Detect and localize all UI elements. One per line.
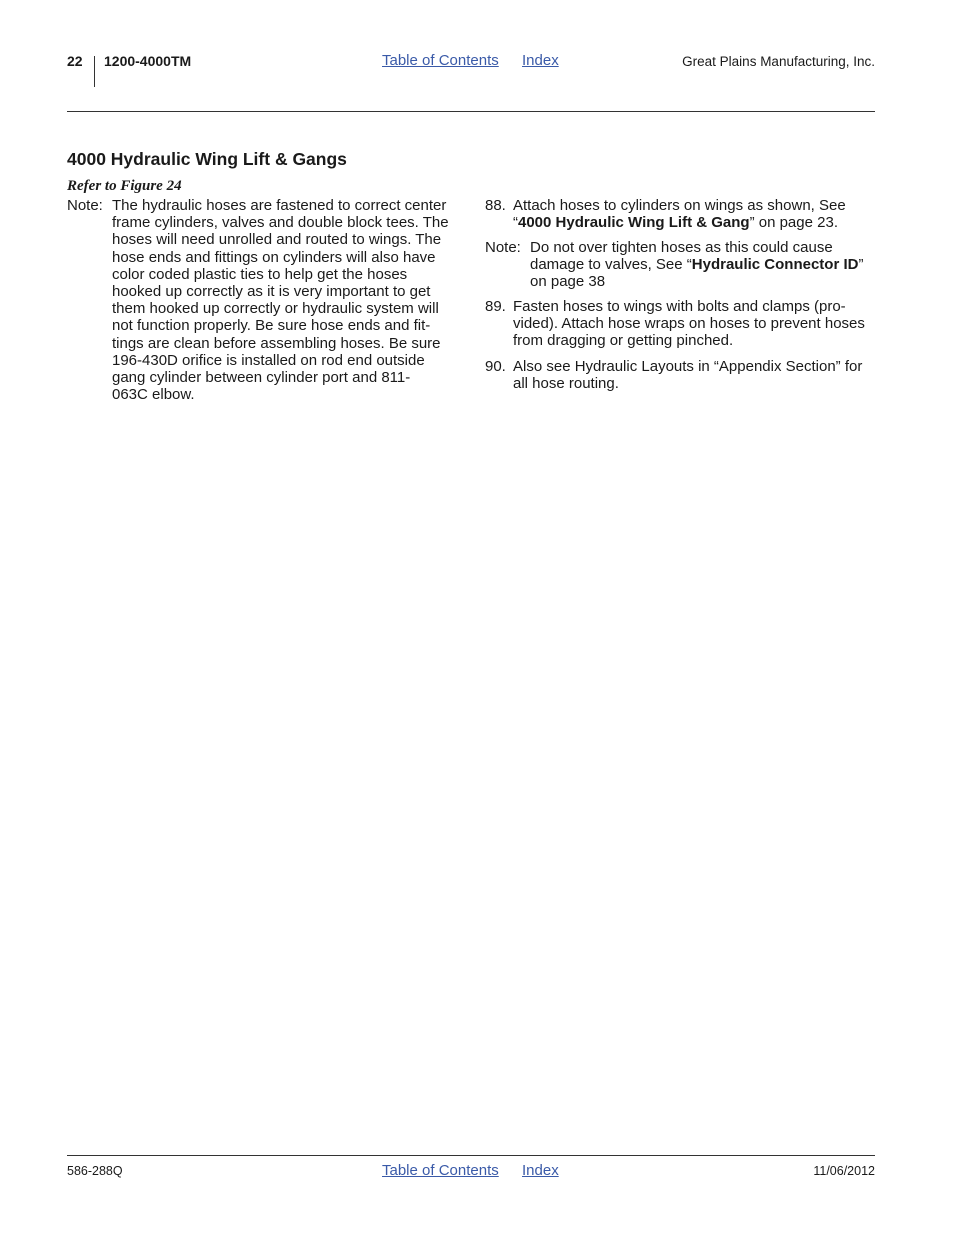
- note-line: gang cylinder between cylinder port and 811-: [112, 369, 411, 387]
- note-line: frame cylinders, valves and double block tees. The: [112, 214, 449, 232]
- note-line: color coded plastic ties to help get the hoses: [112, 265, 408, 283]
- step-reference: 4000 Hydraulic Wing Lift & Gang: [518, 214, 750, 232]
- step-body: [513, 358, 862, 392]
- step-line: Fasten hoses to wings with bolts and clamps (pro-: [513, 298, 846, 315]
- doc-model: 1200-4000TM: [104, 53, 192, 69]
- note-line: hose ends and fittings on cylinders will also have: [112, 248, 436, 266]
- note-line: not function properly. Be sure hose ends and fit-: [112, 317, 431, 335]
- toc-link-footer[interactable]: Table of Contents: [382, 1162, 499, 1179]
- company-name: Great Plains Manufacturing, Inc.: [682, 54, 875, 69]
- note-line: [530, 256, 863, 273]
- note-body: [112, 197, 449, 403]
- note-line: The hydraulic hoses are fastened to correct center: [112, 197, 447, 214]
- note-reference: Hydraulic Connector ID: [691, 256, 859, 274]
- step-line: Also see Hydraulic Layouts in “Appendix Section” for: [513, 358, 863, 375]
- note-label: Note:: [67, 197, 103, 214]
- note-line: 063C elbow.: [112, 386, 195, 404]
- note-line: 196-430D orifice is installed on rod end outside: [112, 351, 425, 369]
- step-page-ref: ” on page 23.: [749, 214, 838, 232]
- note-line: Do not over tighten hoses as this could cause: [530, 239, 833, 256]
- toc-link-header[interactable]: Table of Contents: [382, 52, 499, 69]
- footer-date: 11/06/2012: [813, 1164, 875, 1178]
- quote-close: ”: [858, 256, 864, 274]
- footer-rule: [67, 1155, 875, 1156]
- step-body: [513, 298, 865, 350]
- note-body: [530, 239, 863, 291]
- step-number: 90.: [485, 358, 506, 375]
- header-divider: [94, 56, 95, 87]
- note-line: hoses will need unrolled and routed to wings. The: [112, 231, 442, 249]
- note-line: them hooked up correctly or hydraulic system will: [112, 300, 439, 318]
- refer-to-figure: Refer to Figure 24: [67, 178, 182, 194]
- note-text: damage to valves, See “: [530, 256, 692, 274]
- step-line: from dragging or getting pinched.: [513, 332, 734, 350]
- step-line: vided). Attach hose wraps on hoses to prevent hoses: [513, 315, 865, 333]
- header-rule: [67, 111, 875, 112]
- step-number: 88.: [485, 197, 506, 214]
- page-number: 22: [67, 53, 83, 69]
- note-label: Note:: [485, 239, 521, 256]
- index-link-header[interactable]: Index: [522, 52, 559, 69]
- step-line: all hose routing.: [513, 375, 619, 393]
- note-line: hooked up correctly as it is very important to get: [112, 283, 431, 301]
- note-line: tings are clean before assembling hoses. Be sure: [112, 334, 441, 352]
- index-link-footer[interactable]: Index: [522, 1162, 559, 1179]
- quote-open: “: [513, 214, 518, 232]
- note-line: on page 38: [530, 273, 606, 291]
- step-line: Attach hoses to cylinders on wings as shown, See: [513, 197, 846, 214]
- step-line: [513, 214, 846, 231]
- step-number: 89.: [485, 298, 506, 315]
- section-title: 4000 Hydraulic Wing Lift & Gangs: [67, 149, 347, 169]
- doc-number: 586-288Q: [67, 1164, 123, 1178]
- step-body: [513, 197, 846, 231]
